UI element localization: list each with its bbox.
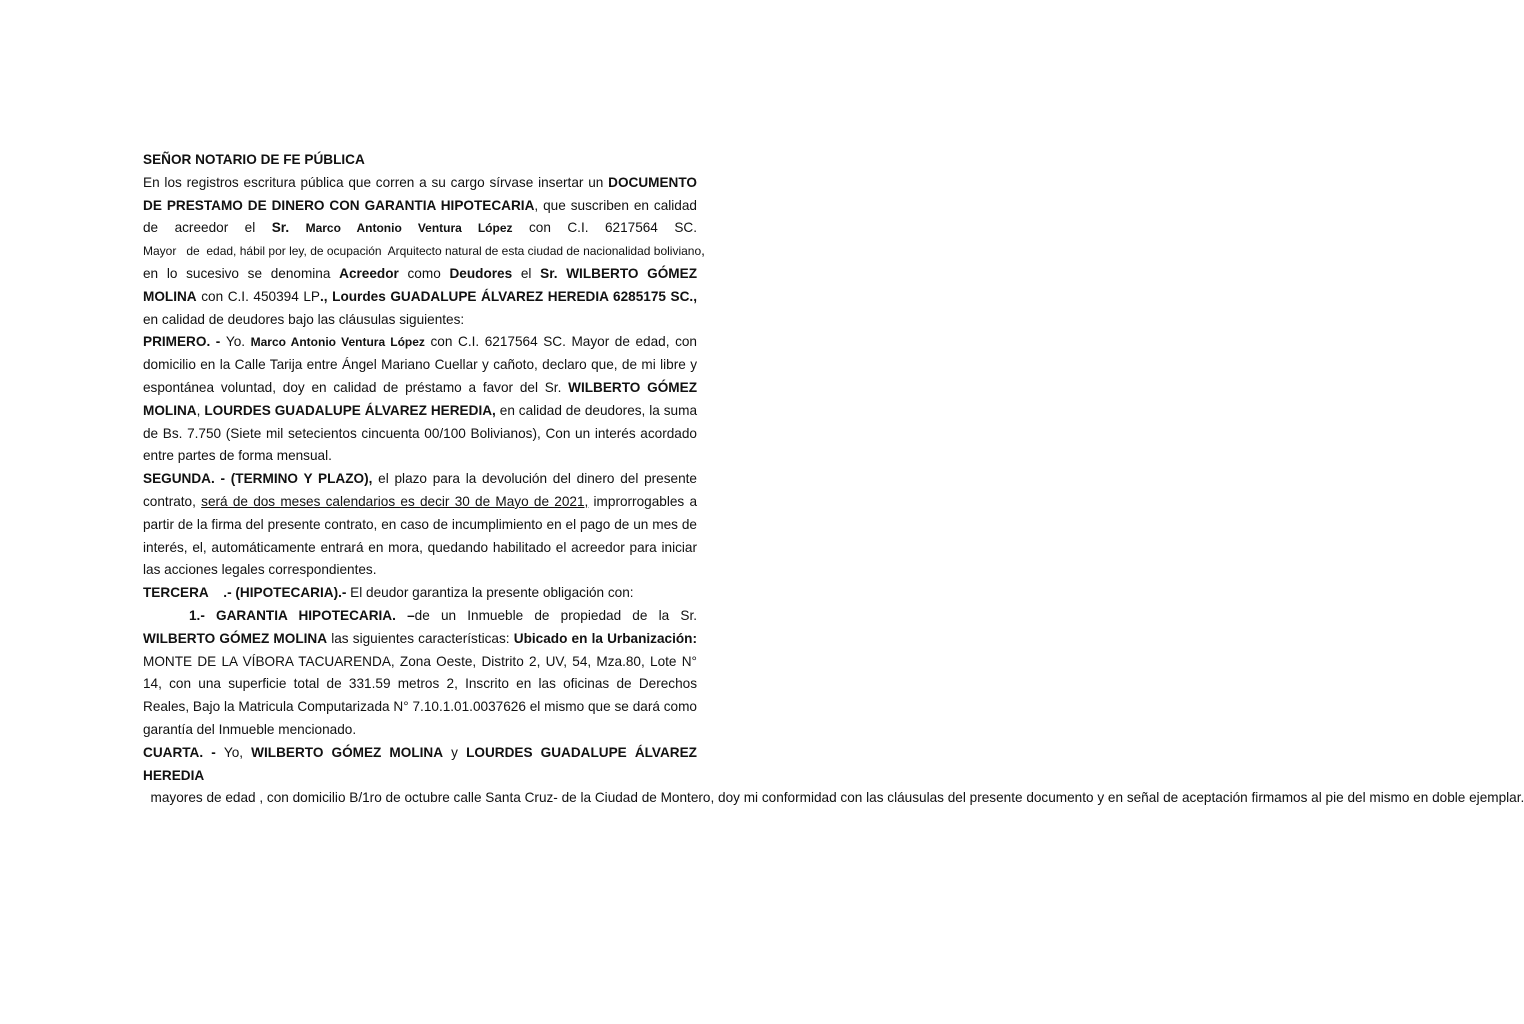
cuarta-name-2: LOURDES GUADALUPE ÁLVAREZ HEREDIA <box>143 744 697 783</box>
clause-primero-heading: PRIMERO. - <box>143 334 226 350</box>
primero-debtor-2: LOURDES GUADALUPE ÁLVAREZ HEREDIA, <box>204 402 496 418</box>
intro-text-4: Mayor de edad, hábil por ley, de ocupación Arquitecto natural de esta ciudad de nacionalidad boliviano <box>143 244 702 259</box>
segunda-text-1: el plazo para la devolución del dinero del presente contrato, <box>143 471 697 509</box>
primero-text-2: con C.I. 6217564 SC. Mayor de edad, con domicilio en la Calle Tarija entre Ángel Mariano Cuellar y cañoto, declaro que, de mi libre y espontánea voluntad, doy en calidad de préstamo a favor del Sr. <box>143 334 697 395</box>
tercera-text-1: El deudor garantiza la presente obligación con: <box>346 585 634 601</box>
document-type: DOCUMENTO DE PRESTAMO DE DINERO CON GARANTIA HIPOTECARIA <box>143 174 697 213</box>
intro-text-5: , en lo sucesivo se denomina <box>143 243 705 281</box>
intro-paragraph <box>143 172 705 332</box>
property-owner: WILBERTO GÓMEZ MOLINA <box>143 630 328 646</box>
intro-text-3: con C.I. 6217564 SC. <box>512 220 697 236</box>
clause-cuarta <box>143 742 1524 810</box>
cuarta-text-3: mayores de edad , con domicilio B/1ro de octubre calle Santa Cruz- de la Ciudad de Montero, doy mi conformidad con las cláusulas del presente documento y en señal de aceptación firmamos al pie del mismo en doble ejemplar. <box>143 790 1524 806</box>
intro-text-6: como <box>398 265 450 281</box>
intro-text-2: , que suscriben en calidad de acreedor el <box>143 197 697 236</box>
clause-segunda-heading: SEGUNDA. - (TERMINO Y PLAZO), <box>143 471 373 487</box>
tercera-text-3: las siguientes características: <box>327 630 514 646</box>
role-creditor: Acreedor <box>339 265 399 281</box>
tercera-guarantee-item <box>143 605 697 742</box>
clause-primero <box>143 331 697 468</box>
cuarta-text-2: y <box>443 744 467 760</box>
guarantee-heading: 1.- GARANTIA HIPOTECARIA. – <box>189 607 415 623</box>
primero-debtor-1: WILBERTO GÓMEZ MOLINA <box>143 379 697 418</box>
primero-text-3: , <box>196 402 205 418</box>
primero-text-1: Yo. <box>225 334 251 350</box>
primero-creditor-name: Marco Antonio Ventura López <box>250 335 425 350</box>
document-page <box>143 149 1524 810</box>
tercera-text-2: de un Inmueble de propiedad de la Sr. <box>414 607 697 623</box>
role-debtors: Deudores <box>449 265 513 281</box>
segunda-text-2: improrrogables a partir de la firma del presente contrato, en caso de incumplimiento en el pago de un mes de interés, el, automáticamente entrará en mora, quedando habilitado el acreedor para iniciar las acciones legales correspondientes. <box>143 493 698 578</box>
creditor-name: Marco Antonio Ventura López <box>305 221 513 236</box>
intro-text-1: En los registros escritura pública que corren a su cargo sírvase insertar un <box>143 174 609 190</box>
location-label: Ubicado en la Urbanización: <box>513 630 697 646</box>
clause-tercera <box>143 582 697 605</box>
intro-text-9: en calidad de deudores bajo las cláusulas siguientes: <box>143 311 465 327</box>
creditor-prefix: Sr. <box>271 220 306 236</box>
debtor-2-name: ., Lourdes GUADALUPE ÁLVAREZ HEREDIA 6285175 SC., <box>320 288 697 304</box>
clause-tercera-heading: TERCERA .- (HIPOTECARIA).- <box>143 585 347 601</box>
primero-text-4: en calidad de deudores, la suma de Bs. 7.750 (Siete mil setecientos cincuenta 00/100 Bolivianos), Con un interés acordado entre partes de forma mensual. <box>143 402 697 464</box>
intro-text-8: con C.I. 450394 LP <box>196 288 321 304</box>
cuarta-text-1: Yo, <box>223 744 252 760</box>
debtor-1-name: Sr. WILBERTO GÓMEZ MOLINA <box>143 265 697 304</box>
tercera-text-4: MONTE DE LA VÍBORA TACUARENDA, Zona Oeste, Distrito 2, UV, 54, Mza.80, Lote N° 14, con una superficie total de 331.59 metros 2, Inscrito en las oficinas de Derechos Reales, Bajo la Matricula Computarizada N° 7.10.1.01.0037626 el mismo que se dará como garantía del Inmueble mencionado. <box>143 653 697 737</box>
segunda-deadline: será de dos meses calendarios es decir 30 de Mayo de 2021, <box>201 493 589 509</box>
clause-segunda <box>143 468 697 582</box>
intro-text-7: el <box>512 265 541 281</box>
document-title: SEÑOR NOTARIO DE FE PÚBLICA <box>143 152 365 167</box>
cuarta-name-1: WILBERTO GÓMEZ MOLINA <box>251 744 444 760</box>
clause-cuarta-heading: CUARTA. - <box>143 744 224 760</box>
